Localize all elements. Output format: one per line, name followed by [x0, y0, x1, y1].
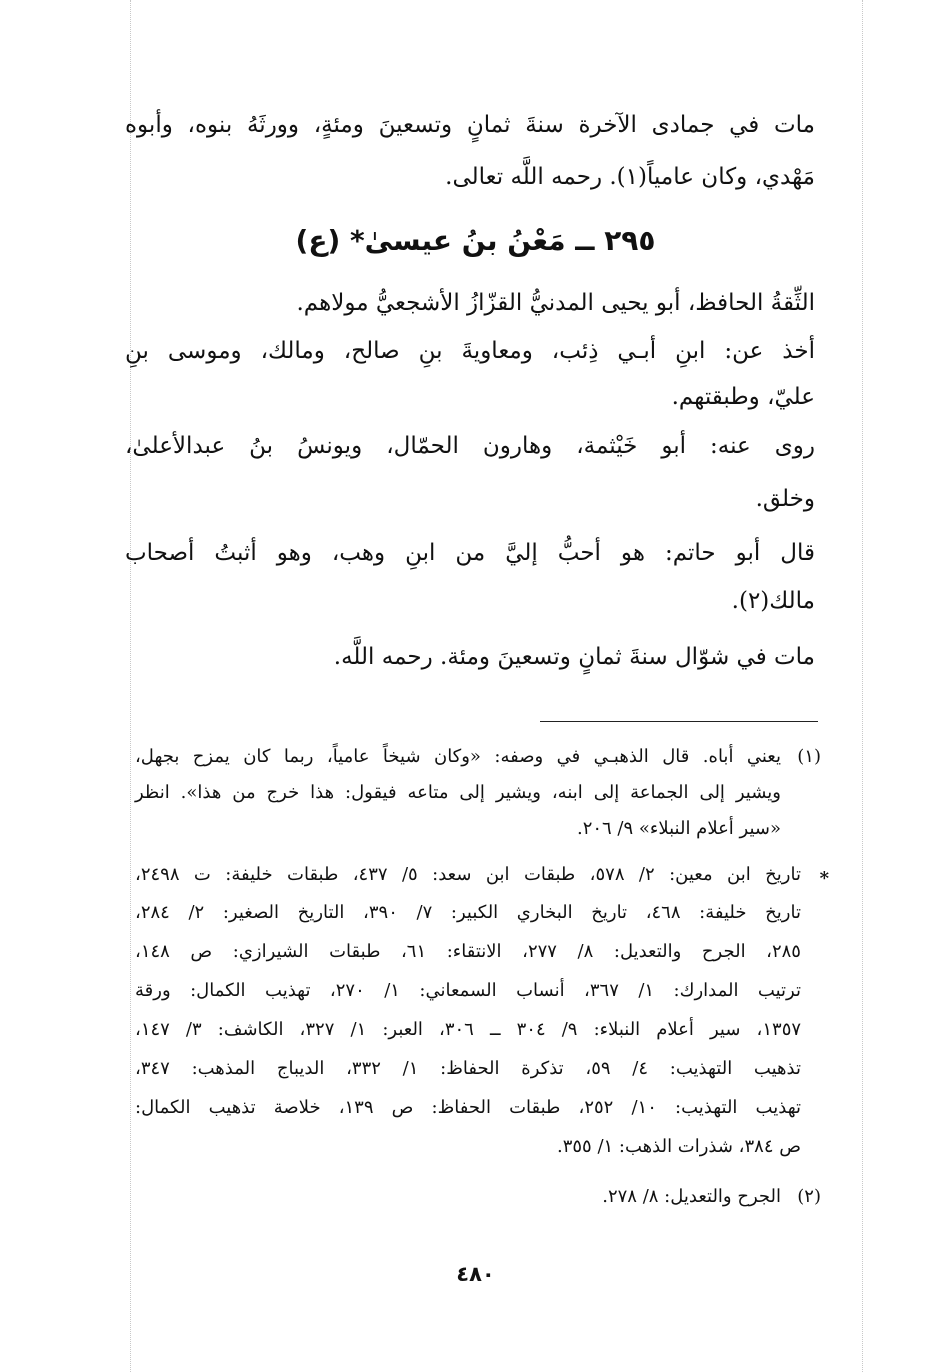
- entry-paragraph: مالك(٢).: [731, 588, 815, 614]
- footnote-marker: (٢): [797, 1186, 821, 1207]
- margin-guide-left: [130, 0, 131, 1372]
- footnote-line: يعني أباه. قال الذهبـي في وصفه: «وكان شيخاً عامياً، ربما كان يمزح بجهل،: [135, 746, 781, 767]
- footnote-marker: (١): [797, 746, 821, 767]
- entry-paragraph: مات في شوّال سنةَ ثمانٍ وتسعينَ ومئة. رحمه اللَّه.: [333, 644, 815, 670]
- footnote-line: تهذيب التهذيب: ١٠/ ٢٥٢، طبقات الحفاظ: ص ١٣٩، خلاصة تذهيب الكمال:: [135, 1097, 802, 1118]
- intro-line: مَهْدي، وكان عامياً(١). رحمه اللَّه تعالى.: [445, 164, 815, 190]
- entry-paragraph: الثِّقةُ الحافظ، أبو يحيى المدنيُّ القزّازُ الأشجعيُّ مولاهم.: [296, 290, 815, 316]
- footnote-line: ويشير إلى الجماعة إلى ابنه، ويشير إلى متاعه فيقول: هذا خرج من هذا». انظر: [135, 782, 781, 803]
- footnote-line: ترتيب المدارك: ١/ ٣٦٧، أنساب السمعاني: ١/ ٢٧٠، تهذيب الكمال: ورقة: [135, 980, 801, 1001]
- margin-guide-right: [862, 0, 863, 1372]
- footnote-line: «سير أعلام النبلاء» ٩/ ٢٠٦.: [576, 818, 781, 839]
- page-number: ٤٨٠: [456, 1262, 495, 1286]
- footnote-line: تاريخ ابن معين: ٢/ ٥٧٨، طبقات ابن سعد: ٥/ ٤٣٧، طبقات خليفة: ت ٢٤٩٨،: [135, 864, 801, 885]
- footnote-separator: [540, 721, 818, 722]
- entry-heading: ٢٩٥ ــ مَعْنُ بنُ عيسىٰ* (ع): [295, 224, 656, 257]
- entry-paragraph: وخلق.: [755, 486, 815, 512]
- footnote-line: تذهيب التهذيب: ٤/ ٥٩، تذكرة الحفاظ: ١/ ٣٣٢، الديباج المذهب: ٣٤٧،: [135, 1058, 801, 1079]
- entry-paragraph: أخذ عن: ابنِ أبـي ذِئب، ومعاويةَ بنِ صالح، ومالك، وموسى بنِ: [125, 338, 815, 364]
- footnote-2-text: الجرح والتعديل: ٨/ ٢٧٨.: [602, 1186, 781, 1207]
- entry-paragraph: عليّ، وطبقتهم.: [671, 384, 815, 410]
- footnote-line: ٢٨٥، الجرح والتعديل: ٨/ ٢٧٧، الانتقاء: ٦١، طبقات الشيرازي: ص ١٤٨،: [135, 941, 801, 962]
- intro-line: مات في جمادى الآخرة سنةَ ثمانٍ وتسعينَ ومئةٍ، وورثَهُ بنوه، وأبوه: [125, 112, 815, 138]
- footnote-line: تاريخ خليفة: ٤٦٨، تاريخ البخاري الكبير: ٧/ ٣٩٠، التاريخ الصغير: ٢/ ٢٨٤،: [135, 902, 801, 923]
- entry-paragraph: قال أبو حاتم: هو أحبُّ إليَّ من ابنِ وهب، وهو أثبتُ أصحاب: [125, 540, 815, 566]
- footnote-line: ١٣٥٧، سير أعلام النبلاء: ٩/ ٣٠٤ ــ ٣٠٦، العبر: ١/ ٣٢٧، الكاشف: ٣/ ١٤٧،: [135, 1019, 802, 1040]
- entry-paragraph: روى عنه: أبو خَيْثمة، وهارون الحمّال، ويونسُ بنُ عبدالأعلىٰ،: [125, 433, 815, 459]
- footnote-line: ص ٣٨٤، شذرات الذهب: ١/ ٣٥٥.: [556, 1136, 801, 1157]
- footnote-marker: *: [819, 868, 829, 889]
